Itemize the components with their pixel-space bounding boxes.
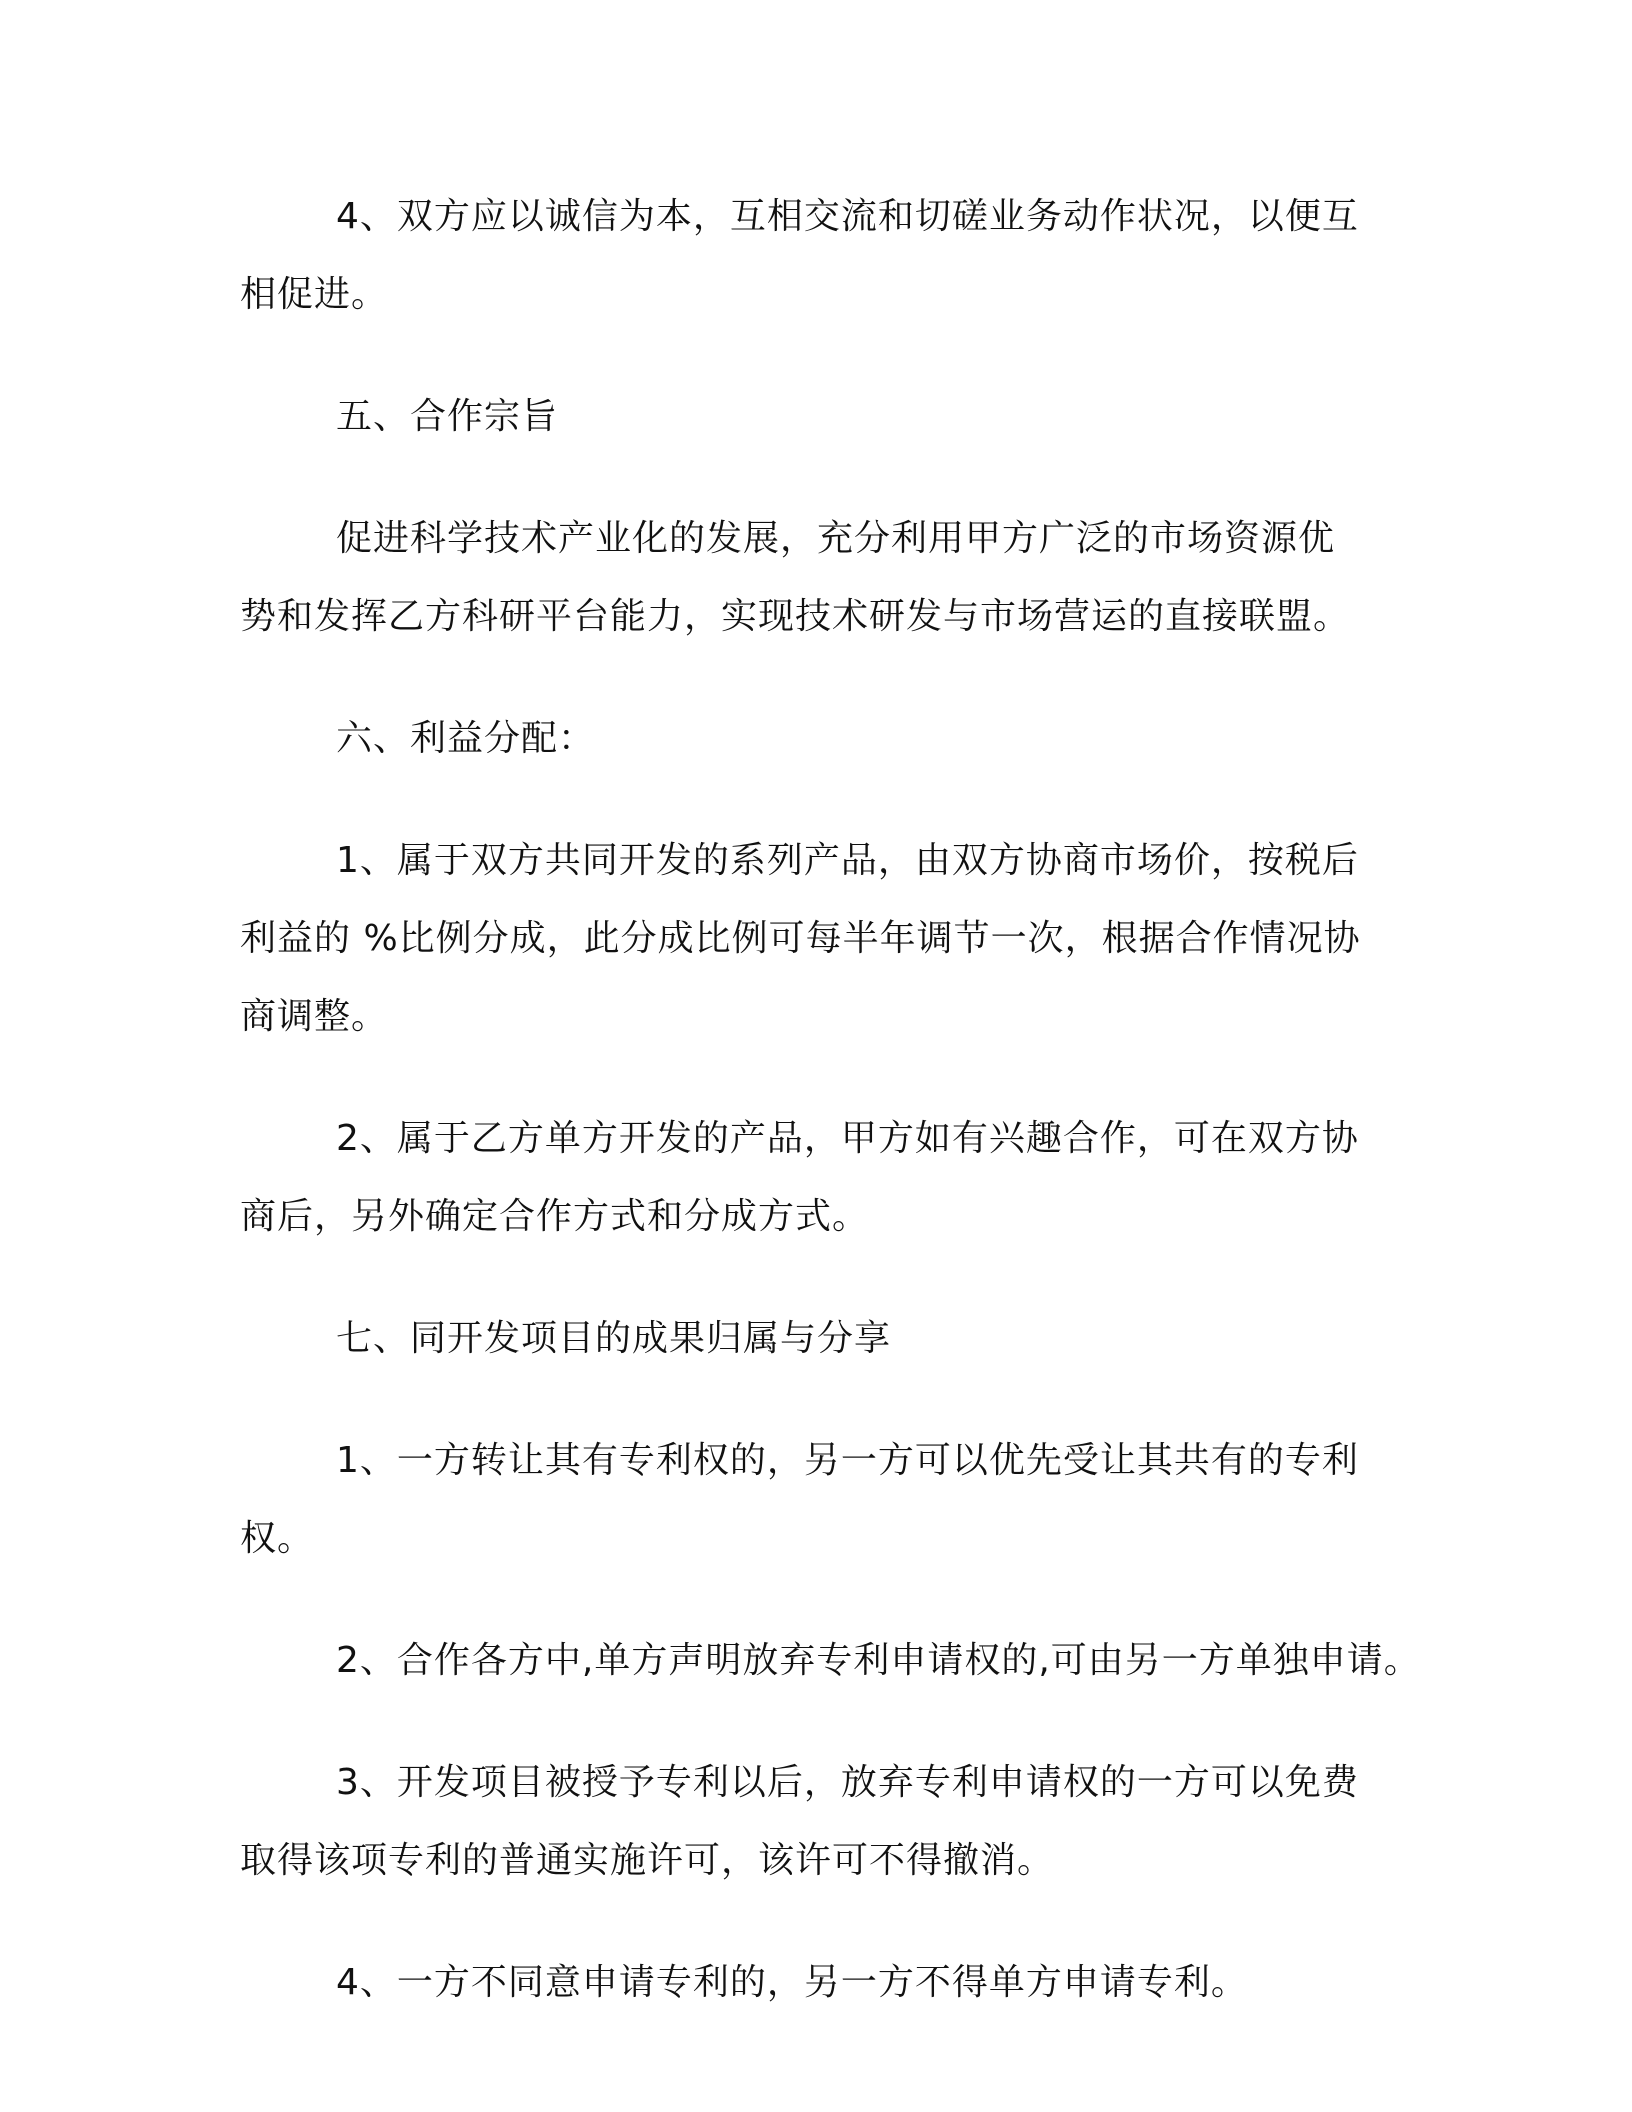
paragraph-item-4-honesty: 4、双方应以诚信为本，互相交流和切磋业务动作状况，以便互相促进。 [240, 196, 1359, 315]
paragraph-patent-item-2: 2、合作各方中,单方声明放弃专利申请权的,可由另一方单独申请。 [336, 1640, 1421, 1681]
section-heading-results-ownership: 七、同开发项目的成果归属与分享 [336, 1318, 892, 1359]
paragraph-profit-item-1: 1、属于双方共同开发的系列产品，由双方协商市场价，按税后利益的 %比例分成，此分成比例可每半年调节一次，根据合作情况协商调整。 [240, 840, 1361, 1037]
section-heading-profit-distribution: 六、利益分配： [336, 718, 596, 759]
document-body [240, 178, 1421, 2066]
paragraph-cooperation-purpose: 促进科学技术产业化的发展，充分利用甲方广泛的市场资源优势和发挥乙方科研平台能力，实现技术研发与市场营运的直接联盟。 [240, 518, 1351, 637]
paragraph-patent-item-3: 3、开发项目被授予专利以后，放弃专利申请权的一方可以免费取得该项专利的普通实施许可，该许可不得撤消。 [240, 1762, 1359, 1881]
section-heading-cooperation-purpose: 五、合作宗旨 [336, 396, 559, 437]
paragraph-patent-item-4: 4、一方不同意申请专利的，另一方不得单方申请专利。 [336, 1962, 1248, 2003]
paragraph-patent-item-1: 1、一方转让其有专利权的，另一方可以优先受让其共有的专利权。 [240, 1440, 1359, 1559]
paragraph-profit-item-2: 2、属于乙方单方开发的产品，甲方如有兴趣合作，可在双方协商后，另外确定合作方式和分成方式。 [240, 1118, 1359, 1237]
